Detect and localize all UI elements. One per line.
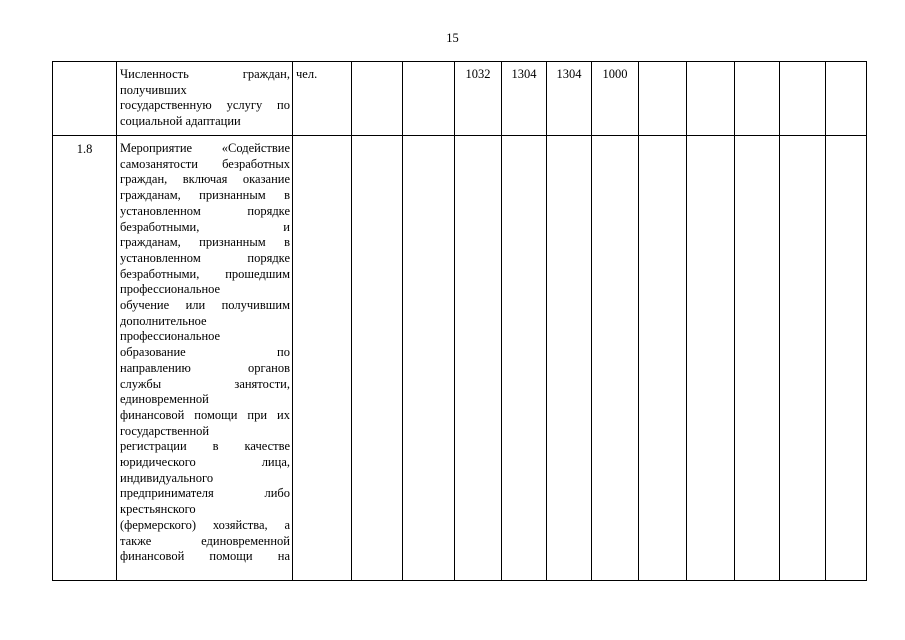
value-cell <box>687 62 735 136</box>
text-line: Мероприятие «Содействие <box>120 141 290 155</box>
value-cell <box>735 62 780 136</box>
value-cell <box>455 136 502 581</box>
text-line: профессиональное <box>120 282 221 297</box>
value-cell <box>780 62 826 136</box>
value-cell: 1304 <box>502 62 547 136</box>
indicator-table <box>52 61 867 581</box>
text-line: граждан, включая оказание <box>120 172 290 187</box>
value-cell: 1304 <box>547 62 592 136</box>
text-line: (фермерского) хозяйства, а <box>120 517 290 532</box>
text-line: юридического лица, <box>120 455 290 470</box>
value-cell <box>639 62 687 136</box>
text-line: службы занятости, <box>120 376 290 391</box>
value-cell <box>352 62 403 136</box>
value-cell <box>403 62 455 136</box>
text-line: государственной <box>120 423 210 438</box>
value-cell <box>826 62 867 136</box>
text-line: также единовременной <box>120 533 290 548</box>
value-cell <box>403 136 455 581</box>
row-number-cell: 1.8 <box>53 136 117 581</box>
text-line: финансовой помощи при их <box>120 407 290 422</box>
text-line: единовременной <box>120 392 209 407</box>
text-line: направлению органов <box>120 360 290 375</box>
value-cell <box>826 136 867 581</box>
unit-cell: чел. <box>293 62 352 136</box>
indicator-name-cell <box>117 136 293 581</box>
text-line: социальной адаптации <box>120 114 241 129</box>
value-cell <box>687 136 735 581</box>
text-line: индивидуального <box>120 470 214 485</box>
value-cell <box>735 136 780 581</box>
row-number-cell <box>53 62 117 136</box>
value-cell: 1032 <box>455 62 502 136</box>
page-number: 15 <box>446 31 459 45</box>
text-line: профессиональное <box>120 329 221 344</box>
text-line: дополнительное <box>120 313 207 328</box>
table-row <box>53 62 867 136</box>
value-cell <box>547 136 592 581</box>
text-line: регистрации в качестве <box>120 439 290 454</box>
value-cell <box>352 136 403 581</box>
text-line: установленном порядке <box>120 250 290 265</box>
text-line: безработными, и <box>120 219 290 234</box>
value-cell: 1000 <box>592 62 639 136</box>
text-line: безработными, прошедшим <box>120 266 290 281</box>
text-line: государственную услугу по <box>120 98 290 113</box>
text-line: крестьянского <box>120 502 196 517</box>
text-line: гражданам, признанным в <box>120 235 290 250</box>
text-line: Численность граждан, <box>120 67 290 81</box>
value-cell <box>639 136 687 581</box>
indicator-name-cell <box>117 62 293 136</box>
unit-cell <box>293 136 352 581</box>
value-cell <box>592 136 639 581</box>
value-cell <box>780 136 826 581</box>
text-line: самозанятости безработных <box>120 156 290 171</box>
text-line: финансовой помощи на <box>120 549 290 564</box>
table-row <box>53 136 867 581</box>
text-line: получивших <box>120 82 187 97</box>
text-line: образование по <box>120 345 290 360</box>
text-line: обучение или получившим <box>120 298 290 313</box>
value-cell <box>502 136 547 581</box>
text-line: установленном порядке <box>120 203 290 218</box>
text-line: предпринимателя либо <box>120 486 290 501</box>
text-line: гражданам, признанным в <box>120 188 290 203</box>
